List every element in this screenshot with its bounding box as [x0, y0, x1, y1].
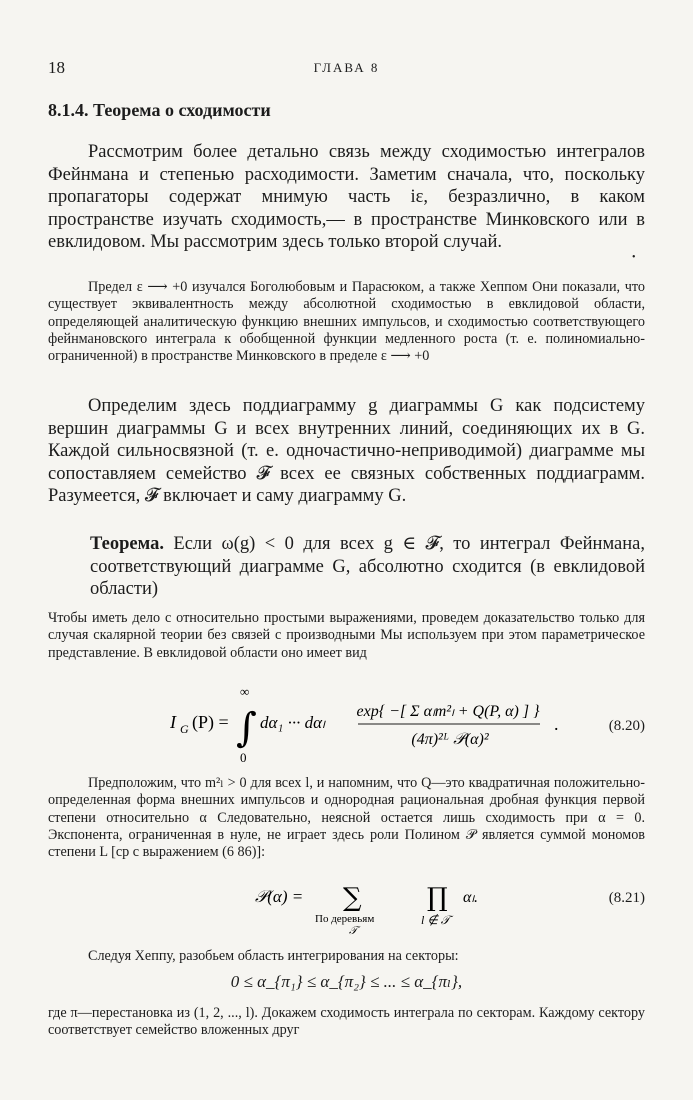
- eq2-sum-subscript-2: 𝒯: [349, 925, 358, 936]
- eq1-period: .: [554, 714, 559, 734]
- eq3-expr: 0 ≤ α_{π₁} ≤ α_{π₂} ≤ ... ≤ α_{πₗ},: [230, 972, 463, 991]
- theorem-heading: Теорема.: [90, 534, 164, 554]
- eq1-numerator: exp{ −[ Σ αₗm²ₗ + Q(P, α) ] }: [356, 703, 540, 720]
- product-sign: ∏: [427, 883, 448, 913]
- equation-8-20-svg: [170, 684, 590, 764]
- equation-8-21-svg: [255, 880, 535, 936]
- paragraph-small-note: Предел ε ⟶ +0 изучался Боголюбовым и Парасюком, а также Хеппом Они показали, что существует эквивалентность между абсолютной сходимостью в евклидовой области, определяющей аналитическую функцию внешних импульсов, и сходимостью соответствующего фейнмановского интеграла к обобщенной функции медленного роста (т. е. полиномиально-ограниченной) в пространстве Минковского в пределе ε ⟶ +0: [48, 279, 645, 365]
- eq2-lhs: 𝒫(α) =: [255, 887, 304, 906]
- theorem: [90, 533, 645, 601]
- integral-sign: ∫: [236, 705, 257, 751]
- equation-8-21: [0, 880, 693, 936]
- page-header: [48, 58, 645, 80]
- eq1-measure: dα₁ ··· dαₗ: [260, 713, 325, 732]
- section-title: 8.1.4. Теорема о сходимости: [48, 100, 271, 120]
- paragraph-sectors: Следуя Хеппу, разобьем область интегрирования на секторы:: [88, 948, 459, 964]
- theorem-body: Если ω(g) < 0 для всех g ∈ 𝓕, то интеграл Фейнмана, соответствующий диаграмме G, абсолютно сходится (в евклидовой области): [90, 534, 645, 599]
- eq1-lhs-sub: G: [180, 722, 189, 736]
- eq1-lower-limit: 0: [240, 750, 247, 764]
- paragraph-subdiagram: Определим здесь поддиаграмму g диаграммы G как подсистему вершин диаграммы G и всех внутренних линий, соединяющих их в G. Каждой сильносвязной (т. е. одночастично-неприводимой) диаграмме мы сопоставляем семейство 𝓕 всех ее связных собственных поддиаграмм. Разумеется, 𝓕 включает и саму диаграмму G.: [48, 396, 645, 506]
- eq1-lhs: I: [170, 712, 176, 732]
- margin-dot: •: [632, 252, 636, 263]
- equation-number-8-21: (8.21): [608, 890, 645, 906]
- eq2-sum-subscript: По деревьям: [315, 913, 375, 925]
- paragraph-permutation: где π—перестановка из (1, 2, ..., l). Докажем сходимость интеграла по секторам. Каждому сектору соответствует семейство вложенных друг: [48, 1005, 645, 1039]
- sum-sign: ∑: [343, 883, 362, 913]
- equation-8-20: [0, 684, 693, 764]
- paragraph-intro: Рассмотрим более детально связь между сходимостью интегралов Фейнмана и степенью расходимости. Заметим сначала, что, поскольку пропагаторы содержат мнимую часть iε, безразлично, в каком пространстве изучать сходимость,— в пространстве Минковского или в евклидовом. Мы рассмотрим здесь только второй случай.: [48, 142, 645, 252]
- running-head: ГЛАВА 8: [313, 60, 380, 75]
- equation-sectors: [0, 972, 693, 1000]
- paragraph-assumption: Предположим, что m²ₗ > 0 для всех l, и напомним, что Q—это квадратичная положительно-определенная форма внешних импульсов и однородная рациональная дробная функция первой степени относительно α Следовательно, неясной остается лишь сходимость при α = 0. Экспонента, ограниченная в нуле, не играет здесь роли Полином 𝒫 является суммой мономов степени L [ср с выражением (6 86)]:: [48, 775, 645, 861]
- eq2-term: αₗ.: [463, 889, 479, 906]
- equation-number-8-20: (8.20): [608, 718, 645, 734]
- paragraph-proof-intro: Чтобы иметь дело с относительно простыми выражениями, проведем доказательство только для случая скалярной теории без связей с производными Мы используем при этом параметрическое представление. В евклидовой области оно имеет вид: [48, 610, 645, 661]
- eq2-prod-subscript: l ∉ 𝒯: [421, 913, 450, 927]
- eq1-lhs-arg: (P) =: [192, 712, 229, 732]
- eq1-upper-limit: ∞: [240, 684, 250, 699]
- eq1-denominator: (4π)²ᴸ 𝒫(α)²: [411, 731, 489, 748]
- page-number: 18: [48, 58, 65, 77]
